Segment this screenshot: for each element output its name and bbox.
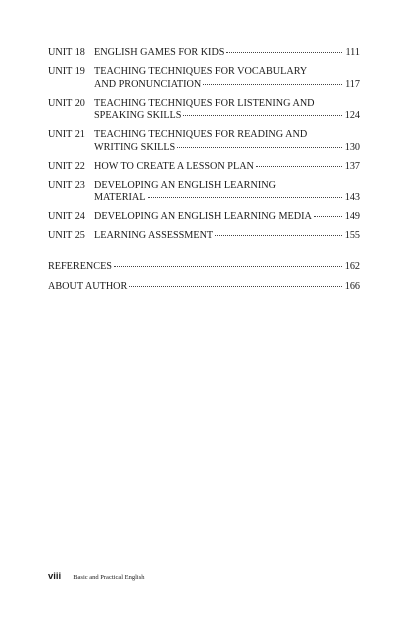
- toc-entry-unit-19[interactable]: [48, 66, 360, 91]
- page-number: 166: [344, 280, 360, 292]
- dot-leader: [129, 286, 342, 287]
- unit-title: [94, 98, 360, 123]
- unit-title-line: TEACHING TECHNIQUES FOR VOCABULARY: [94, 66, 308, 77]
- dot-leader: [314, 216, 342, 217]
- page-number: 137: [344, 160, 360, 172]
- unit-number: UNIT 21: [48, 129, 85, 140]
- unit-title-line: DEVELOPING AN ENGLISH LEARNING MEDIA: [94, 211, 312, 222]
- unit-number: UNIT 24: [48, 211, 85, 222]
- unit-title-line: TEACHING TECHNIQUES FOR READING AND: [94, 129, 308, 140]
- page-number: 130: [344, 141, 360, 153]
- unit-number: UNIT 19: [48, 66, 85, 77]
- dot-leader: [114, 266, 342, 267]
- page-number: 111: [345, 47, 360, 58]
- unit-number: UNIT 25: [48, 230, 85, 241]
- unit-title-line: WRITING SKILLS: [94, 141, 176, 153]
- unit-title-line: SPEAKING SKILLS: [94, 110, 182, 121]
- toc-entry-unit-20[interactable]: [48, 98, 360, 123]
- toc-entry-about-author[interactable]: [48, 281, 360, 294]
- page-footer: [48, 571, 145, 582]
- dot-leader: [226, 52, 342, 53]
- running-book-title: Basic and Practical English: [73, 574, 145, 581]
- page-number: 149: [344, 211, 360, 222]
- unit-title: [94, 230, 360, 243]
- unit-title-line: LEARNING ASSESSMENT: [94, 230, 214, 241]
- unit-title-line: ENGLISH GAMES FOR KIDS: [94, 47, 225, 58]
- about-author-label: ABOUT AUTHOR: [48, 280, 128, 292]
- toc-entry-unit-21[interactable]: [48, 129, 360, 154]
- page-number: 117: [345, 78, 360, 90]
- dot-leader: [177, 147, 342, 148]
- unit-title-line: TEACHING TECHNIQUES FOR LISTENING AND: [94, 97, 315, 109]
- dot-leader: [256, 166, 342, 167]
- unit-title-line: AND PRONUNCIATION: [94, 78, 202, 90]
- unit-number: UNIT 22: [48, 160, 85, 172]
- references-label: REFERENCES: [48, 261, 112, 272]
- page-number: 155: [344, 230, 360, 241]
- section-spacer: [48, 249, 360, 261]
- toc-entry-unit-25[interactable]: [48, 230, 360, 243]
- toc-entry-references[interactable]: [48, 261, 360, 274]
- unit-number: UNIT 23: [48, 179, 85, 191]
- dot-leader: [215, 235, 342, 236]
- page-number: 124: [344, 110, 360, 121]
- toc-entry-unit-18[interactable]: [48, 47, 360, 60]
- unit-title: [94, 47, 360, 60]
- unit-title: [94, 161, 360, 174]
- unit-title: [94, 129, 360, 154]
- unit-number: UNIT 18: [48, 47, 85, 58]
- unit-title-line: MATERIAL: [94, 192, 146, 203]
- unit-title-line: HOW TO CREATE A LESSON PLAN: [94, 160, 254, 172]
- toc-entry-unit-22[interactable]: [48, 161, 360, 174]
- unit-title: [94, 66, 360, 91]
- unit-title-line: DEVELOPING AN ENGLISH LEARNING: [94, 179, 276, 191]
- folio-page-number: viii: [48, 571, 62, 582]
- page-number: 162: [344, 261, 360, 272]
- unit-number: UNIT 20: [48, 97, 85, 109]
- page-number: 143: [344, 192, 360, 203]
- toc-entry-unit-24[interactable]: [48, 211, 360, 224]
- dot-leader: [203, 84, 342, 85]
- toc-entry-unit-23[interactable]: [48, 180, 360, 205]
- unit-title: [94, 211, 360, 224]
- table-of-contents: [48, 47, 360, 300]
- unit-title: [94, 180, 360, 205]
- dot-leader: [148, 197, 343, 198]
- dot-leader: [183, 115, 342, 116]
